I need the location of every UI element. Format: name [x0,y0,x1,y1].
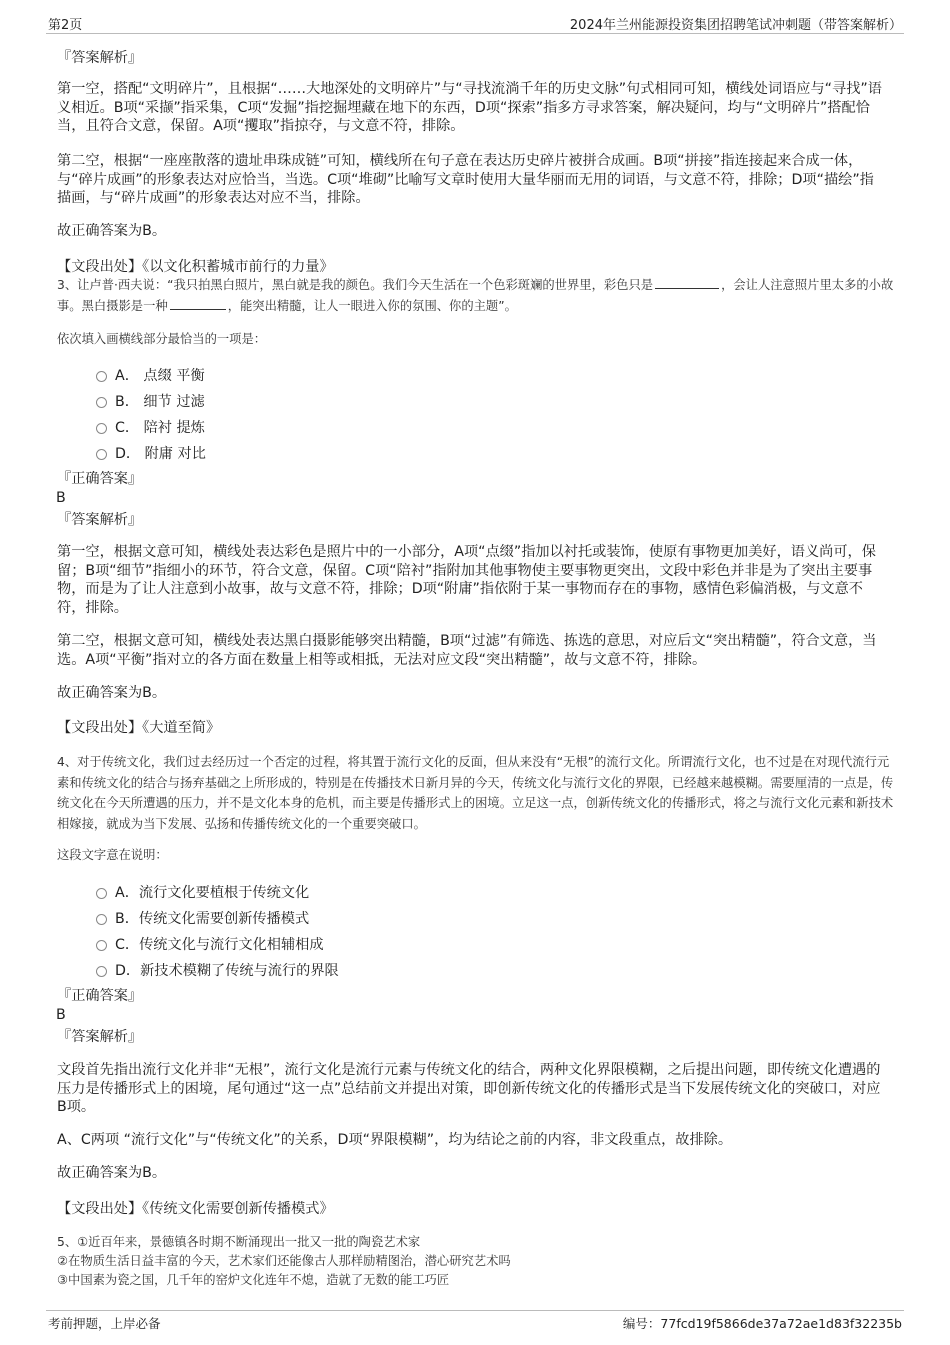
q2-analysis-p1: 第一空，搭配“文明碎片”，且根据“……大地深处的文明碎片”与“寻找流淌千年的历史文脉”句式相同可知，横线处词语应与“寻找”语义相近。B项“采撷”指采集，C项“发掘”指挖掘埋藏在地下的东西，D项“探索”指多方寻求答案，解决疑问，均与“文明碎片”搭配恰当，且符合文意，保留。A项“攫取”指掠夺，与文意不符，排除。 [57,81,882,134]
q2-source: 【文段出处】《以文化积蓄城市前行的力量》 [57,259,334,275]
q3-number: 3、 [57,278,78,292]
footer-slogan: 考前押题，上岸必备 [48,1316,161,1331]
q3-option-a-label: A． 点缀 平衡 [115,368,205,384]
q3-prompt: 依次填入画横线部分最恰当的一项是： [57,332,267,346]
q3-analysis-p2: 第二空，根据文意可知，横线处表达黑白摄影能够突出精髓，B项“过滤”有筛选、拣选的意思，对应后文“突出精髓”，符合文意，当选。A项“平衡”指对立的各方面在数量上相等或相抵，无法对应文段“突出精髓”，故与文意不符，排除。 [57,633,877,668]
q5-line-2: ②在物质生活日益丰富的今天，艺术家们还能像古人那样励精图治，潜心研究艺术吗 [57,1254,511,1268]
q3-option-c[interactable] [96,417,205,437]
q4-option-a[interactable] [96,882,309,902]
q3-analysis-label: 『答案解析』 [57,512,143,528]
q4-option-b-label: B．传统文化需要创新传播模式 [115,911,310,927]
q5-line-3: ③中国素为瓷之国，几千年的窑炉文化连年不熄，造就了无数的能工巧匠 [57,1273,450,1287]
document-id: 编号：77fcd19f5866de37a72ae1d83f32235b [622,1316,902,1331]
q3-analysis-p1: 第一空，根据文意可知，横线处表达彩色是照片中的一小部分，A项“点缀”指加以衬托或装饰，使原有事物更加美好，语义尚可，保留；B项“细节”指细小的环节，符合文意，保留。C项“陪衬”指附加其他事物使主要事物更突出，文段中彩色并非是为了突出主要事物，而是为了让人注意到小故事，故与文意不符，排除；D项“附庸”指依附于某一事物而存在的事物，感情色彩偏消极，与文意不符，排除。 [57,544,876,616]
q3-correct-label: 『正确答案』 [57,471,143,487]
q2-analysis-p2: 第二空，根据“一座座散落的遗址串珠成链”可知，横线所在句子意在表达历史碎片被拼合成画。B项“拼接”指连接起来合成一体，与“碎片成画”的形象表达对应恰当，当选。C项“堆砌”比喻写文章时使用大量华丽而无用的词语，与文意不符，排除；D项“描绘”指描画，与“碎片成画”的形象表达对应不当，排除。 [57,153,874,206]
q4-stem-text: 对于传统文化，我们过去经历过一个否定的过程，将其置于流行文化的反面，但从来没有“无根”的流行文化。所谓流行文化，也不过是在对现代流行元素和传统文化的结合与扬弃基础之上所形成的，特别是在传播技术日新月异的今天，传统文化与流行文化的界限，已经越来越模糊。需要厘清的一点是，传统文化在今天所遭遇的压力，并不是文化本身的危机，而主要是传播形式上的困境。立足这一点，创新传统文化的传播形式，将之与流行文化元素和新技术相嫁接，就成为当下发展、弘扬和传播传统文化的一个重要突破口。 [57,755,894,831]
footer-divider [46,1310,904,1311]
q4-option-d[interactable] [96,960,339,980]
q2-analysis-label: 『答案解析』 [57,50,143,66]
q3-stem [57,275,897,316]
q4-correct-answer: B [56,1007,66,1023]
q5-number: 5、 [57,1235,78,1249]
q5-line-1: ①近百年来，景德镇各时期不断涌现出一批又一批的陶瓷艺术家 [77,1235,421,1249]
radio-icon[interactable] [96,940,107,951]
q3-option-b[interactable] [96,391,205,411]
q3-conclusion: 故正确答案为B。 [57,685,167,701]
q4-option-b[interactable] [96,908,309,928]
q4-stem [57,752,897,834]
q4-analysis-p2: A、C两项 “流行文化”与“传统文化”的关系，D项“界限模糊”，均为结论之前的内容，非文段重点，故排除。 [57,1132,733,1148]
radio-icon[interactable] [96,966,107,977]
q3-option-c-label: C． 陪衬 提炼 [115,420,205,436]
q4-option-c[interactable] [96,934,324,954]
q3-option-a[interactable] [96,365,205,385]
radio-icon[interactable] [96,371,107,382]
q3-option-b-label: B． 细节 过滤 [115,394,205,410]
q4-source: 【文段出处】《传统文化需要创新传播模式》 [57,1201,334,1217]
q3-stem-part-b: ，会让人注意照片里太多的小故事。黑白摄影是一种 [57,278,894,313]
q3-option-d-label: D． 附庸 对比 [115,446,206,462]
q3-blank-2 [170,297,226,310]
q3-correct-answer: B [56,490,66,506]
radio-icon[interactable] [96,449,107,460]
q4-analysis-p1: 文段首先指出流行文化并非“无根”，流行文化是流行元素与传统文化的结合，两种文化界限模糊，之后提出问题，即传统文化遭遇的压力是传播形式上的困境，尾句通过“这一点”总结前文并提出对策，即创新传统文化的传播形式是当下发展传统文化的突破口，对应B项。 [57,1062,881,1115]
q4-option-a-label: A．流行文化要植根于传统文化 [115,885,310,901]
q4-analysis-label: 『答案解析』 [57,1029,143,1045]
q4-correct-label: 『正确答案』 [57,988,143,1004]
page-number: 第2页 [48,18,83,33]
header-divider [46,33,904,34]
q3-blank-1 [655,276,719,289]
radio-icon[interactable] [96,397,107,408]
q3-option-d[interactable] [96,443,206,463]
radio-icon[interactable] [96,914,107,925]
radio-icon[interactable] [96,888,107,899]
q4-option-c-label: C．传统文化与流行文化相辅相成 [115,937,324,953]
q4-option-d-label: D．新技术模糊了传统与流行的界限 [115,963,339,979]
q3-source: 【文段出处】《大道至简》 [57,720,221,736]
q5-block [57,1233,895,1290]
q4-number: 4、 [57,755,78,769]
q4-prompt: 这段文字意在说明： [57,848,168,862]
q3-stem-part-c: ，能突出精髓，让人一眼进入你的氛围、你的主题”。 [227,298,517,313]
q2-conclusion: 故正确答案为B。 [57,223,167,239]
q4-conclusion: 故正确答案为B。 [57,1165,167,1181]
q3-stem-part-a: 让卢普·西夫说：“我只拍黑白照片，黑白就是我的颜色。我们今天生活在一个色彩斑斓的世界里，彩色只是 [77,278,654,292]
document-title: 2024年兰州能源投资集团招聘笔试冲刺题（带答案解析） [569,18,902,33]
radio-icon[interactable] [96,423,107,434]
